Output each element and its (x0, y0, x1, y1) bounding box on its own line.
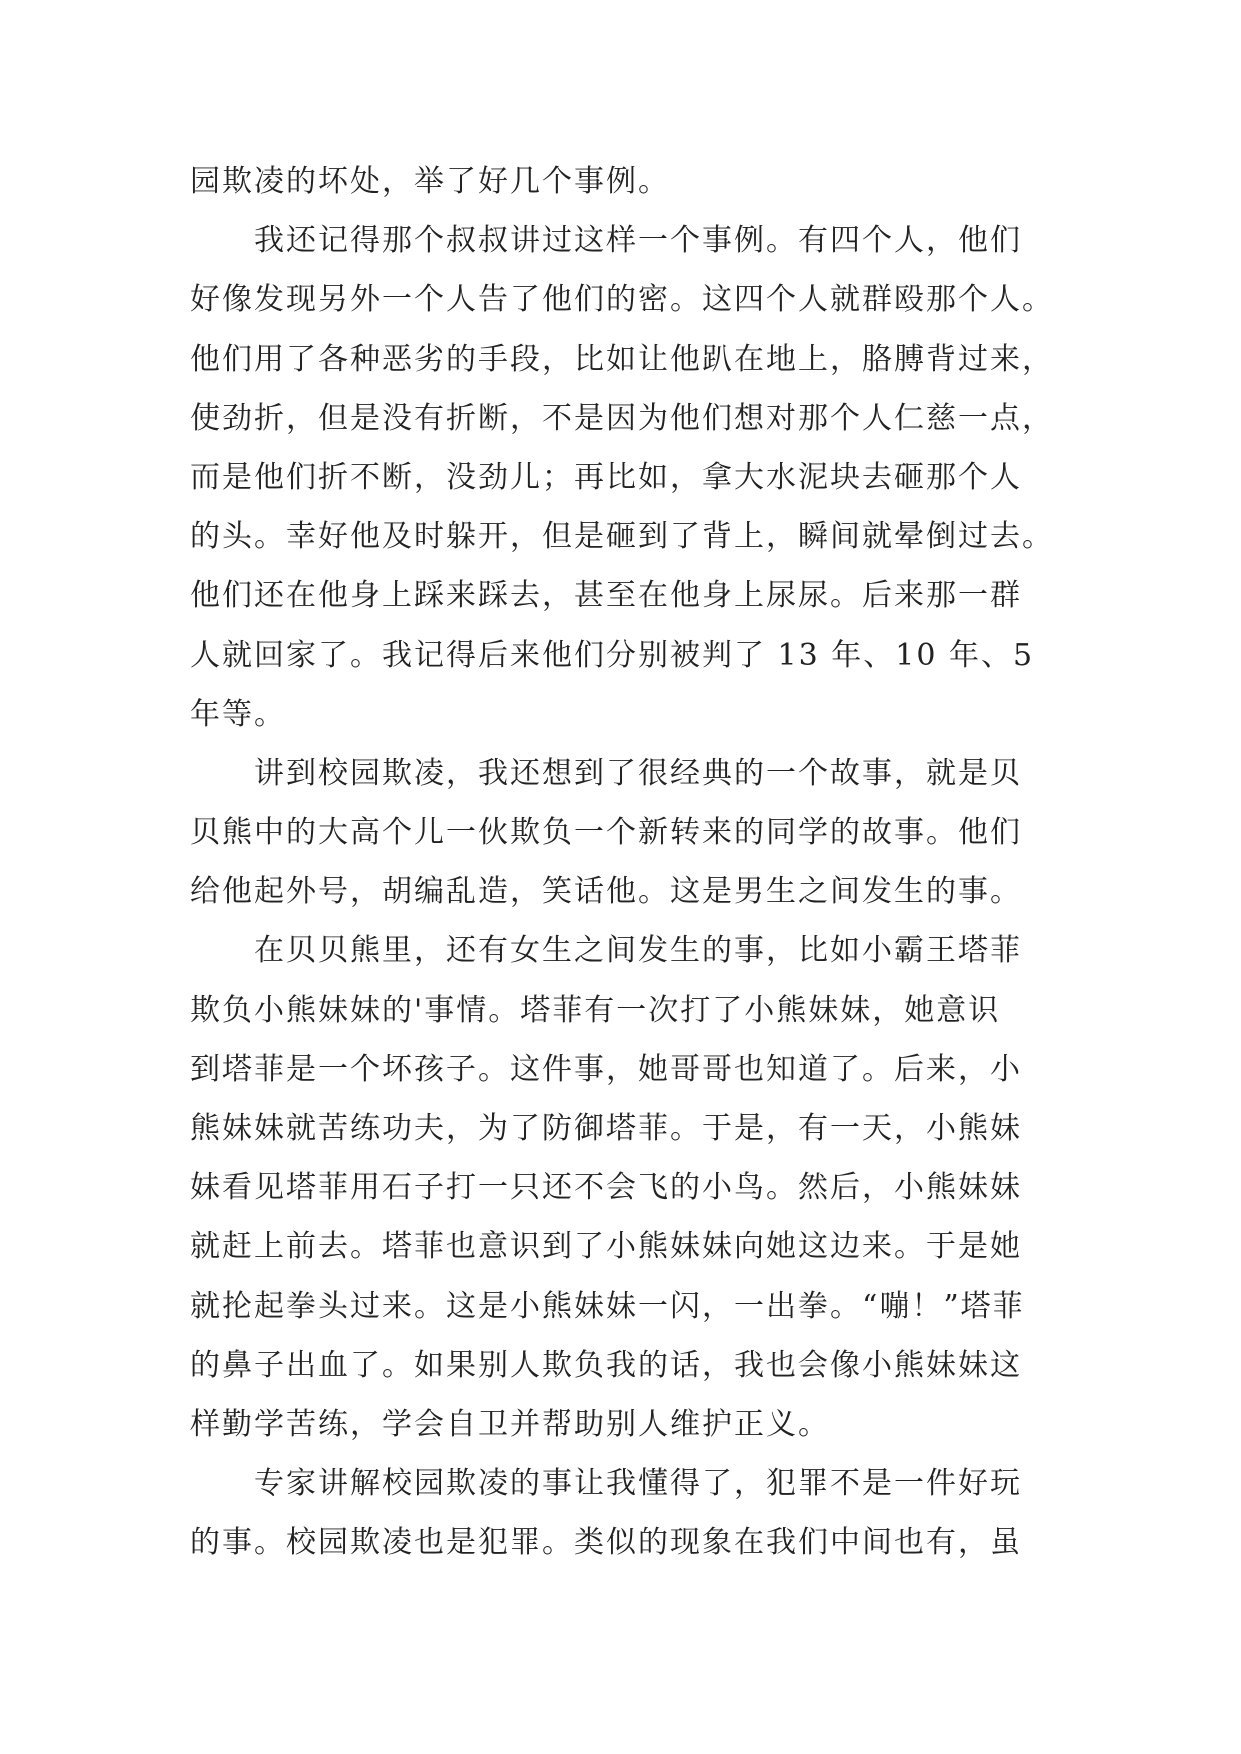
text-line: 他们用了各种恶劣的手段，比如让他趴在地上，胳膊背过来， (190, 341, 1054, 377)
text-line: 专家讲解校园欺凌的事让我懂得了，犯罪不是一件好玩 (254, 1466, 1022, 1502)
text-line: 在贝贝熊里，还有女生之间发生的事，比如小霸王塔菲 (254, 933, 1022, 969)
text-line: 好像发现另外一个人告了他们的密。这四个人就群殴那个人。 (190, 282, 1054, 318)
text-line: 他们还在他身上踩来踩去，甚至在他身上尿尿。后来那一群 (190, 578, 1022, 614)
text-line: 的鼻子出血了。如果别人欺负我的话，我也会像小熊妹妹这 (190, 1347, 1022, 1383)
text-line: 年等。 (190, 696, 286, 732)
text-line: 贝熊中的大高个儿一伙欺负一个新转来的同学的故事。他们 (190, 815, 1022, 851)
text-line: 的头。幸好他及时躲开，但是砸到了背上，瞬间就晕倒过去。 (190, 519, 1054, 555)
text-line: 就赶上前去。塔菲也意识到了小熊妹妹向她这边来。于是她 (190, 1229, 1022, 1265)
text-line: 样勤学苦练，学会自卫并帮助别人维护正义。 (190, 1406, 830, 1442)
text-line: 园欺凌的坏处，举了好几个事例。 (190, 164, 670, 199)
text-line: 熊妹妹就苦练功夫，为了防御塔菲。于是，有一天，小熊妹 (190, 1111, 1022, 1146)
body-text (190, 152, 1070, 1573)
text-line: 欺负小熊妹妹的'事情。塔菲有一次打了小熊妹妹，她意识 (190, 992, 1001, 1028)
text-line: 到塔菲是一个坏孩子。这件事，她哥哥也知道了。后来，小 (190, 1051, 1022, 1087)
text-line: 讲到校园欺凌，我还想到了很经典的一个故事，就是贝 (254, 755, 1022, 791)
text-line: 人就回家了。我记得后来他们分别被判了 13 年、10 年、5 (190, 637, 1035, 673)
text-line: 妹看见塔菲用石子打一只还不会飞的小鸟。然后，小熊妹妹 (190, 1170, 1022, 1206)
text-line: 给他起外号，胡编乱造，笑话他。这是男生之间发生的事。 (190, 874, 1022, 910)
text-line: 使劲折，但是没有折断，不是因为他们想对那个人仁慈一点， (190, 400, 1054, 436)
text-line: 的事。校园欺凌也是犯罪。类似的现象在我们中间也有，虽 (190, 1525, 1022, 1561)
text-line: 就抡起拳头过来。这是小熊妹妹一闪，一出拳。“嘣！”塔菲 (190, 1288, 1025, 1324)
text-line: 我还记得那个叔叔讲过这样一个事例。有四个人，他们 (254, 223, 1022, 259)
text-line: 而是他们折不断，没劲儿；再比如，拿大水泥块去砸那个人 (190, 459, 1022, 495)
